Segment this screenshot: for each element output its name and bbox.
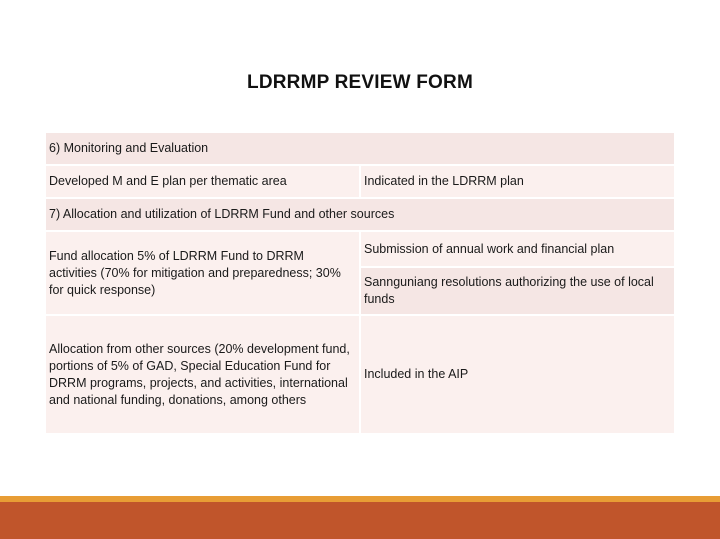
evidence-cell: Sannguniang resolutions authorizing the use of local funds — [360, 267, 675, 315]
criteria-cell: Fund allocation 5% of LDRRM Fund to DRRM activities (70% for mitigation and preparedness; 30% for quick response) — [45, 231, 360, 315]
criteria-cell: Developed M and E plan per thematic area — [45, 165, 360, 198]
table-row — [45, 231, 675, 267]
section-header-monitoring: 6) Monitoring and Evaluation — [45, 132, 675, 165]
table-row — [45, 315, 675, 434]
evidence-cell: Submission of annual work and financial plan — [360, 231, 675, 267]
footer-bar — [0, 502, 720, 539]
evidence-cell: Indicated in the LDRRM plan — [360, 165, 675, 198]
review-table — [44, 131, 676, 435]
section-header-allocation: 7) Allocation and utilization of LDRRM Fund and other sources — [45, 198, 675, 231]
page-title: LDRRMP REVIEW FORM — [247, 72, 473, 93]
table-row — [45, 165, 675, 198]
criteria-cell: Allocation from other sources (20% development fund, portions of 5% of GAD, Special Education Fund for DRRM programs, projects, and activities, international and national funding, donations, among others — [45, 315, 360, 434]
table-row — [45, 198, 675, 231]
evidence-cell: Included in the AIP — [360, 315, 675, 434]
table-row — [45, 132, 675, 165]
